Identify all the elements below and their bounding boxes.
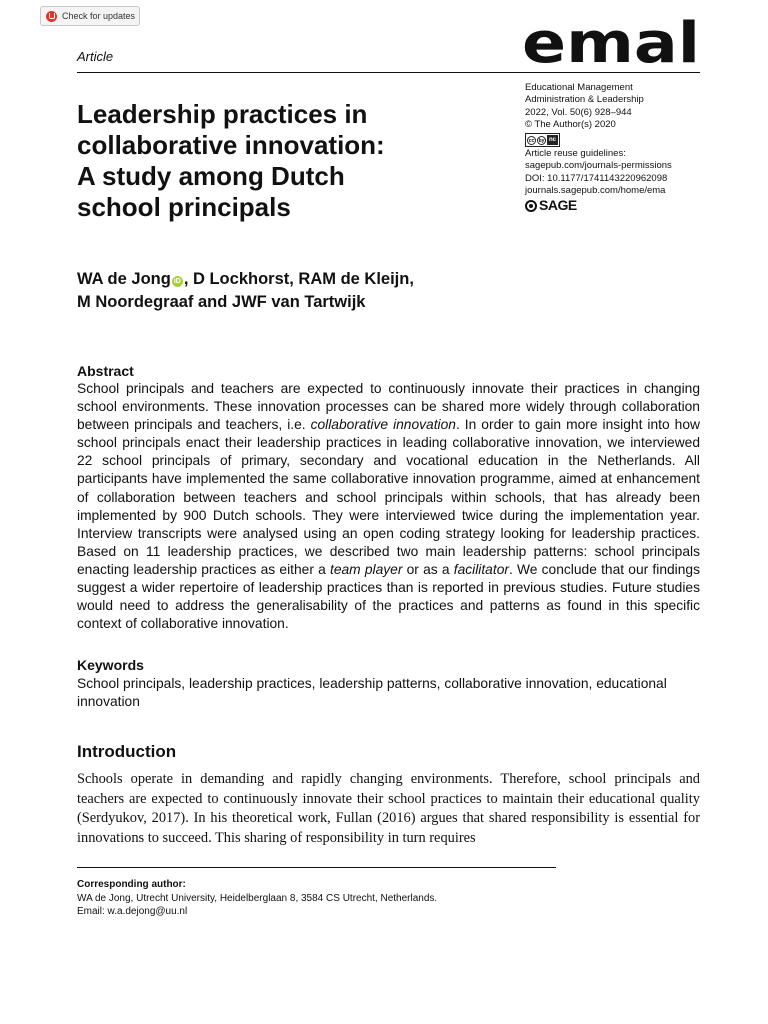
footnote-email[interactable]: Email: w.a.dejong@uu.nl (77, 906, 188, 917)
journal-citation: 2022, Vol. 50(6) 928–944 (525, 106, 632, 118)
journal-name-line2: Administration & Leadership (525, 94, 644, 106)
creative-commons-license-icon[interactable] (525, 133, 560, 147)
introduction-heading: Introduction (77, 742, 177, 761)
sage-ring-icon (525, 200, 537, 212)
noncommercial-icon: nc (549, 137, 557, 144)
check-for-updates-label: Check for updates (62, 11, 136, 21)
attribution-icon: by (538, 137, 545, 144)
paper-title (77, 99, 497, 223)
journal-metadata (525, 82, 705, 212)
co-authors-line1: , D Lockhorst, RAM de Kleijn, (183, 270, 414, 288)
check-for-updates-button[interactable] (40, 6, 140, 26)
author-list (77, 268, 497, 314)
abstract-emphasis-team-player: team player (329, 561, 403, 577)
doi-link[interactable]: DOI: 10.1177/1741143220962098 (525, 172, 668, 184)
crossmark-icon (46, 11, 57, 22)
header-divider (77, 72, 700, 73)
reuse-guidelines-label: Article reuse guidelines: (525, 148, 626, 160)
reuse-guidelines-link[interactable]: sagepub.com/journals-permissions (525, 160, 672, 172)
title-line-4: school principals (77, 192, 291, 222)
title-line-2: collaborative innovation: (77, 130, 385, 160)
orcid-icon[interactable]: iD (173, 278, 181, 285)
keywords-heading: Keywords (77, 657, 144, 673)
title-line-3: A study among Dutch (77, 161, 345, 191)
keywords-text: School principals, leadership practices, leadership patterns, collaborative innovation, educational innovation (77, 676, 667, 710)
co-authors-line2: M Noordegraaf and JWF van Tartwijk (77, 293, 366, 311)
sage-logo (525, 197, 705, 214)
journal-logo-text: emal (522, 18, 700, 66)
copyright-notice: © The Author(s) 2020 (525, 118, 616, 130)
footnote-address: WA de Jong, Utrecht University, Heidelberglaan 8, 3584 CS Utrecht, Netherlands. (77, 892, 438, 904)
journal-homepage-link[interactable]: journals.sagepub.com/home/ema (525, 185, 666, 197)
abstract-emphasis-facilitator: facilitator (453, 561, 509, 577)
journal-logo (521, 18, 702, 66)
cc-icon: cc (528, 137, 535, 144)
introduction-text: Schools operate in demanding and rapidly changing environments. Therefore, school principals and teachers are expected to continuously innovate their school practices to maintain their educational quality (Serdyukov, 2017). In his theoretical work, Fullan (2016) argues that shared responsibility is essential for innovations to succeed. This sharing of responsibility in turn requires (77, 771, 700, 846)
sage-logo-text: SAGE (539, 197, 577, 214)
abstract-heading: Abstract (77, 363, 134, 379)
journal-name-line1: Educational Management (525, 82, 633, 93)
footnote-divider (77, 867, 556, 868)
abstract-text: School principals and teachers are expected to continuously innovate their practices in changing school environments. These innovation processes can be shared more widely through collaboration between principals and teachers, i.e. collaborative innovation. In order to gain more insight into how school principals enact their leadership practices in leading collaborative innovation, we interviewed 22 school principals of primary, secondary and vocational education in the Netherlands. All participants have implemented the same collaborative innovation programme, aimed at enhancement of collaboration between teachers and school principals within schools, that has already been implemented by 900 Dutch schools. They were interviewed twice during the implementation year. Interview transcripts were analysed using an open coding strategy looking for leadership practices. Based on 11 leadership practices, we described two main leadership patterns: school principals enacting leadership practices as either a team player or as a facilitator. We conclude that our findings suggest a wider repertoire of leadership practices than is reported in previous studies. Future studies would need to address the generalisability of the practices and patterns as found in this specific context of collaborative innovation. (77, 381, 700, 632)
abstract-emphasis-collaborative-innovation: collaborative innovation (310, 417, 456, 433)
title-line-1: Leadership practices in (77, 99, 368, 129)
first-author: WA de Jong (77, 270, 171, 288)
article-type-label: Article (77, 49, 114, 64)
footnote-heading: Corresponding author: (77, 879, 186, 890)
corresponding-author-footnote (77, 878, 577, 919)
